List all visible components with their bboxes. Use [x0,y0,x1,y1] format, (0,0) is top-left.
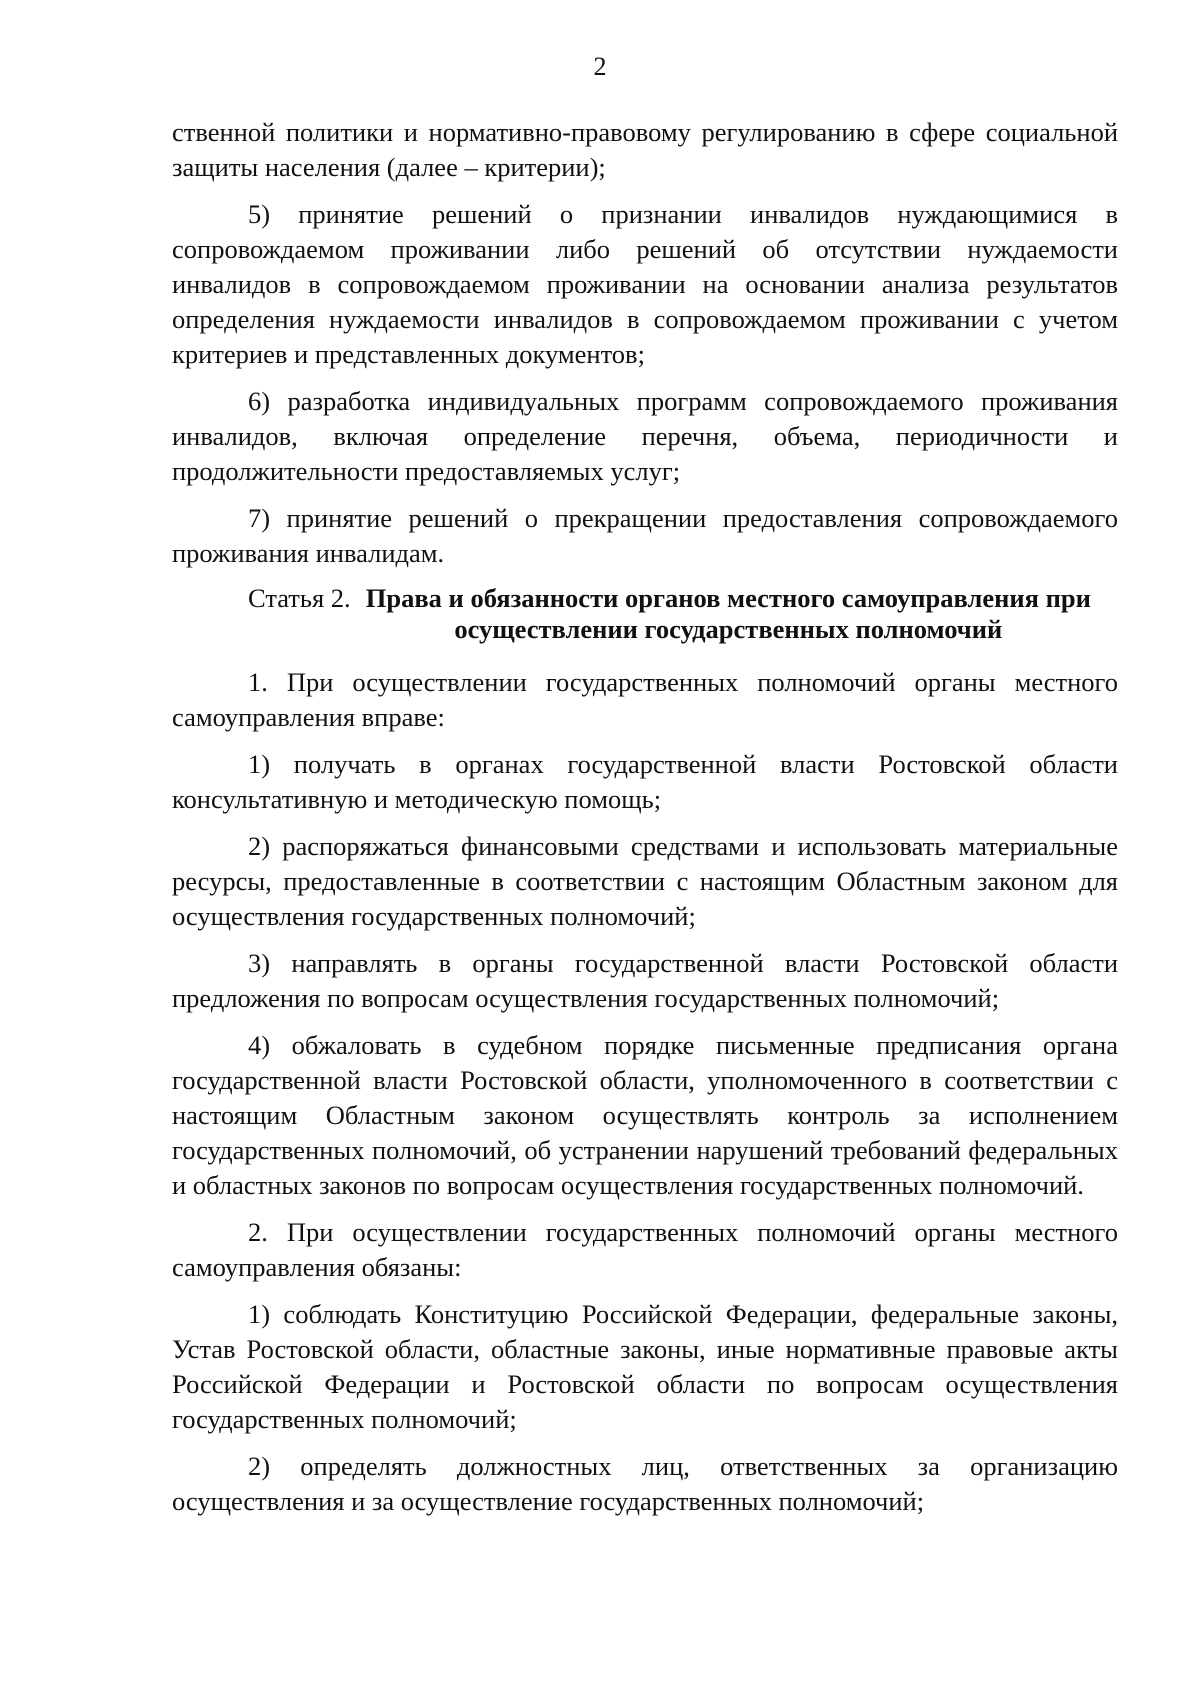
list-item-6: 6) разработка индивидуальных программ сопровождаемого проживания инвалидов, включая определение перечня, объема, периодичности и продолжительности предоставляемых услуг; [172,386,1118,486]
clause-2-intro: 2. При осуществлении государственных полномочий органы местного самоуправления обязаны: [172,1217,1118,1282]
clause-1-intro: 1. При осуществлении государственных полномочий органы местного самоуправления вправе: [172,667,1118,732]
clause-2-item-2: 2) определять должностных лиц, ответственных за организацию осуществления и за осуществление государственных полномочий; [172,1451,1118,1516]
article-label: Статья 2. [248,583,351,613]
clause-1-item-2: 2) распоряжаться финансовыми средствами и использовать материальные ресурсы, предоставленные в соответствии с настоящим Областным законом для осуществления государственных полномочий; [172,831,1118,931]
document-body [172,115,1118,1531]
article-heading [172,583,1118,645]
clause-1-item-1: 1) получать в органах государственной власти Ростовской области консультативную и методическую помощь; [172,749,1118,814]
paragraph-continuation: ственной политики и нормативно-правовому регулированию в сфере социальной защиты населения (далее – критерии); [172,117,1118,182]
article-title: Права и обязанности органов местного самоуправления при осуществлении государственных полномочий [365,583,1091,644]
list-item-5: 5) принятие решений о признании инвалидов нуждающимися в сопровождаемом проживании либо решений об отсутствии нуждаемости инвалидов в сопровождаемом проживании на основании анализа результатов определения нуждаемости инвалидов в сопровождаемом проживании с учетом критериев и представленных документов; [172,199,1118,369]
clause-2-item-1: 1) соблюдать Конституцию Российской Федерации, федеральные законы, Устав Ростовской области, областные законы, иные нормативные правовые акты Российской Федерации и Ростовской области по вопросам осуществления государственных полномочий; [172,1299,1118,1434]
list-item-7: 7) принятие решений о прекращении предоставления сопровождаемого проживания инвалидам. [172,503,1118,568]
page-number: 2 [593,52,607,81]
clause-1-item-4: 4) обжаловать в судебном порядке письменные предписания органа государственной власти Ростовской области, уполномоченного в соответствии с настоящим Областным законом осуществлять контроль за исполнением государственных полномочий, об устранении нарушений требований федеральных и областных законов по вопросам осуществления государственных полномочий. [172,1030,1118,1200]
clause-1-item-3: 3) направлять в органы государственной власти Ростовской области предложения по вопросам осуществления государственных полномочий; [172,948,1118,1013]
